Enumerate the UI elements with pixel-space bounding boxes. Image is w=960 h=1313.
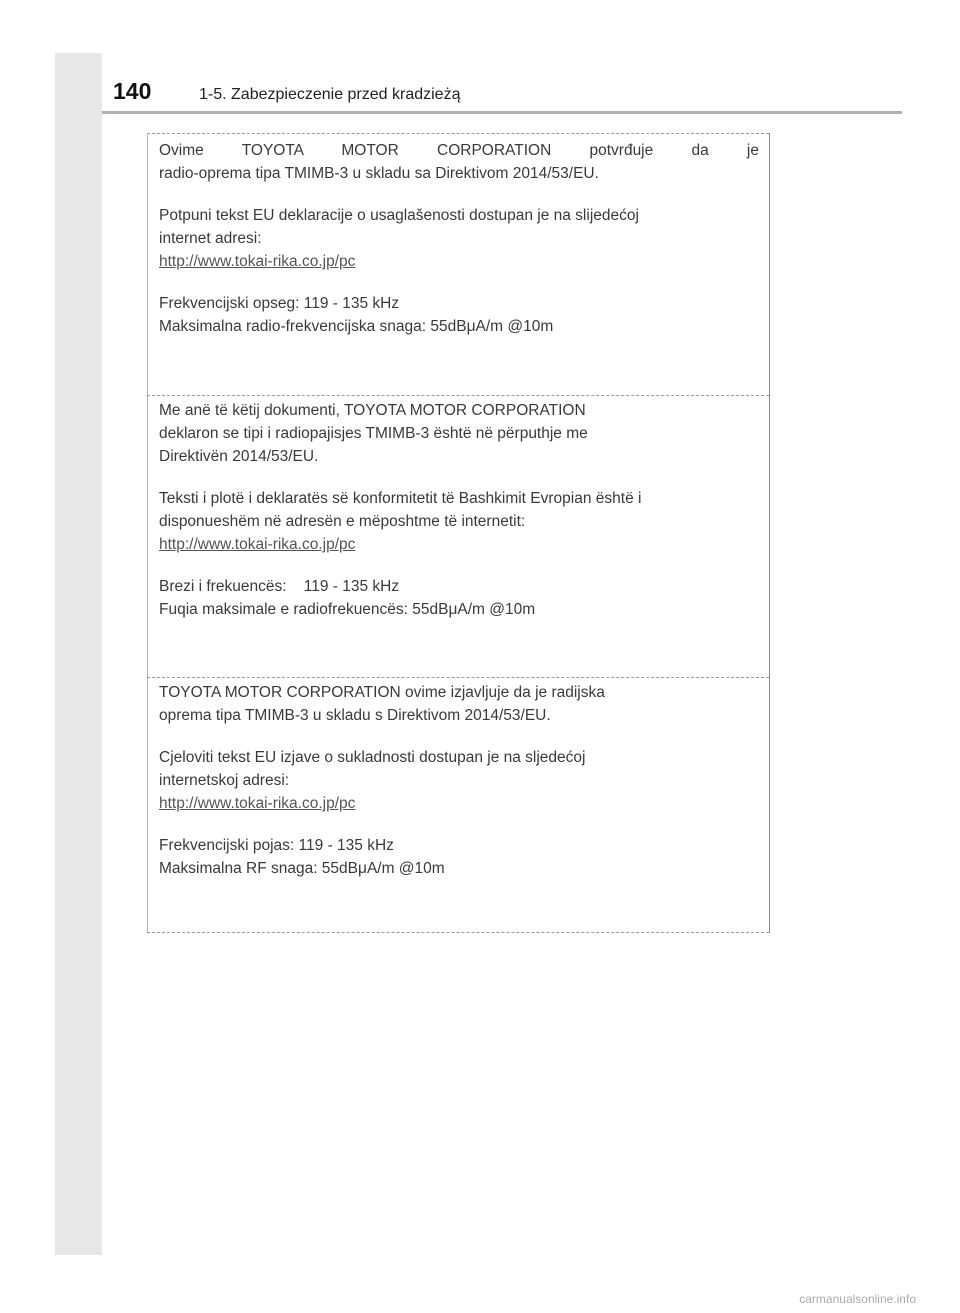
declaration-url-link[interactable]: http://www.tokai-rika.co.jp/pc bbox=[159, 536, 356, 553]
paragraph-line: radio-oprema tipa TMIMB-3 u skladu sa Direktivom 2014/53/EU. bbox=[159, 165, 599, 182]
frequency-range: Frekvencijski opseg: 119 - 135 kHz bbox=[159, 295, 400, 312]
paragraph-line: Ovime TOYOTA MOTOR CORPORATION potvrđuje da je bbox=[159, 142, 759, 159]
paragraph-line: internetskoj adresi: bbox=[159, 772, 290, 789]
header-rule bbox=[102, 111, 902, 114]
paragraph-line: Me anë të këtij dokumenti, TOYOTA MOTOR CORPORATION bbox=[159, 402, 586, 419]
paragraph-line: internet adresi: bbox=[159, 230, 262, 247]
declaration-box bbox=[147, 133, 770, 933]
box-left-border bbox=[147, 133, 148, 933]
paragraph-line: TOYOTA MOTOR CORPORATION ovime izjavljuje da je radijska bbox=[159, 684, 605, 701]
max-power: Fuqia maksimale e radiofrekuencës: 55dBμA/m @10m bbox=[159, 601, 536, 618]
frequency-range: Frekvencijski pojas: 119 - 135 kHz bbox=[159, 837, 394, 854]
block-separator bbox=[147, 395, 769, 396]
paragraph-line: Cjeloviti tekst EU izjave o sukladnosti dostupan je na sljedećoj bbox=[159, 749, 586, 766]
max-power: Maksimalna RF snaga: 55dBμA/m @10m bbox=[159, 860, 445, 877]
paragraph-line: Direktivën 2014/53/EU. bbox=[159, 448, 319, 465]
block-separator bbox=[147, 677, 769, 678]
section-title: 1-5. Zabezpieczenie przed kradzieżą bbox=[199, 86, 461, 103]
declaration-url-link[interactable]: http://www.tokai-rika.co.jp/pc bbox=[159, 253, 356, 270]
declaration-url-link[interactable]: http://www.tokai-rika.co.jp/pc bbox=[159, 795, 356, 812]
paragraph-line: disponueshëm në adresën e mëposhtme të internetit: bbox=[159, 513, 526, 530]
paragraph-line: Potpuni tekst EU deklaracije o usaglašenosti dostupan je na slijedećoj bbox=[159, 207, 639, 224]
footer-watermark: carmanualsonline.info bbox=[799, 1292, 916, 1306]
box-bottom-border bbox=[147, 932, 769, 933]
frequency-range: Brezi i frekuencës: 119 - 135 kHz bbox=[159, 578, 400, 595]
declaration-serbian bbox=[159, 139, 759, 338]
paragraph-line: deklaron se tipi i radiopajisjes TMIMB-3 është në përputhje me bbox=[159, 425, 588, 442]
page-number: 140 bbox=[113, 78, 152, 104]
box-top-border bbox=[147, 133, 769, 134]
declaration-croatian bbox=[159, 681, 759, 880]
paragraph-line: oprema tipa TMIMB-3 u skladu s Direktivom 2014/53/EU. bbox=[159, 707, 551, 724]
max-power: Maksimalna radio-frekvencijska snaga: 55dBμA/m @10m bbox=[159, 318, 554, 335]
declaration-albanian bbox=[159, 399, 759, 621]
side-strip bbox=[55, 53, 102, 1255]
paragraph-line: Teksti i plotë i deklaratës së konformitetit të Bashkimit Evropian është i bbox=[159, 490, 642, 507]
